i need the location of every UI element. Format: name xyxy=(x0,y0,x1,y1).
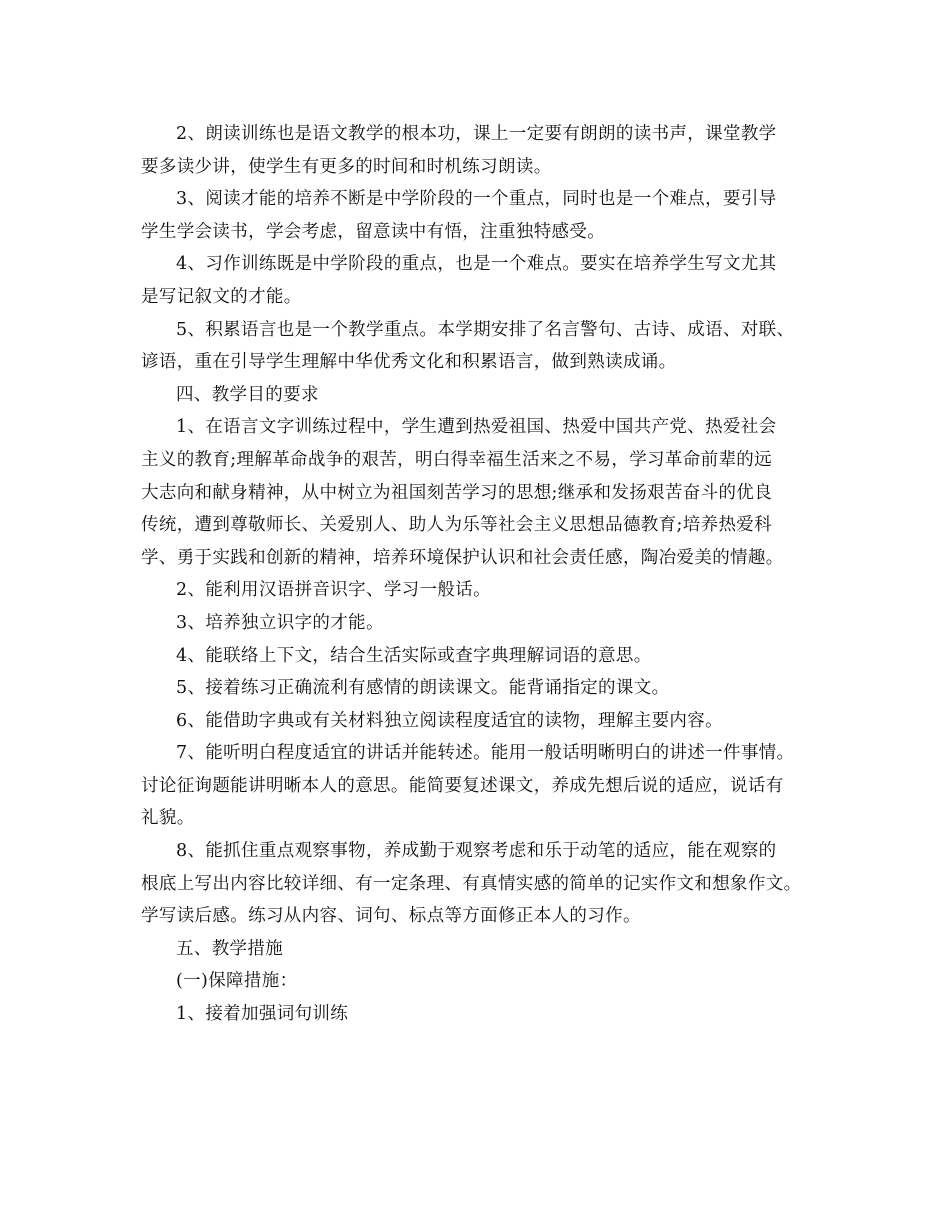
text-line: 4、能联络上下文，结合生活实际或查字典理解词语的意思。 xyxy=(176,645,652,666)
text-line: 学、勇于实践和创新的精神，培养环境保护认识和社会责任感，陶冶爱美的情趣。 xyxy=(141,547,784,568)
text-line: 大志向和献身精神，从中树立为祖国刻苦学习的思想;继承和发扬艰苦奋斗的优良 xyxy=(141,482,772,503)
paragraph xyxy=(141,998,813,1031)
text-line: 谚语，重在引导学生理解中华优秀文化和积累语言，做到熟读成诵。 xyxy=(141,352,677,373)
paragraph xyxy=(141,248,813,313)
text-line: 学写读后感。练习从内容、词句、标点等方面修正本人的习作。 xyxy=(141,906,641,927)
text-line: 传统，遭到尊敬师长、关爱别人、助人为乐等社会主义思想品德教育;培养热爱科 xyxy=(141,515,772,536)
text-line: (一)保障措施： xyxy=(176,971,298,992)
paragraph xyxy=(141,705,813,738)
paragraph xyxy=(141,607,813,640)
paragraph xyxy=(141,379,813,412)
document-page xyxy=(141,118,813,1031)
paragraph xyxy=(141,737,813,835)
text-line: 四、教学目的要求 xyxy=(176,384,319,405)
text-line: 8、能抓住重点观察事物，养成勤于观察考虑和乐于动笔的适应，能在观察的 xyxy=(176,841,777,862)
text-line: 5、积累语言也是一个教学重点。本学期安排了名言警句、古诗、成语、对联、 xyxy=(176,319,795,340)
paragraph xyxy=(141,574,813,607)
text-line: 根底上写出内容比较详细、有一定条理、有真情实感的简单的记实作文和想象作文。 xyxy=(141,873,802,894)
paragraph xyxy=(141,411,813,574)
text-line: 学生学会读书，学会考虑，留意读中有悟，注重独特感受。 xyxy=(141,221,606,242)
text-line: 1、接着加强词句训练 xyxy=(176,1004,349,1025)
paragraph xyxy=(141,965,813,998)
paragraph xyxy=(141,118,813,183)
paragraph xyxy=(141,314,813,379)
paragraph xyxy=(141,835,813,933)
text-line: 5、接着练习正确流利有感情的朗读课文。能背诵指定的课文。 xyxy=(176,678,670,699)
text-line: 主义的教育;理解革命战争的艰苦，明白得幸福生活来之不易，学习革命前辈的远 xyxy=(141,449,772,470)
text-line: 2、能利用汉语拼音识字、学习一般话。 xyxy=(176,580,491,601)
text-line: 6、能借助字典或有关材料独立阅读程度适宜的读物，理解主要内容。 xyxy=(176,710,723,731)
paragraph xyxy=(141,933,813,966)
text-line: 4、习作训练既是中学阶段的重点，也是一个难点。要实在培养学生写文尤其 xyxy=(176,254,777,275)
text-line: 3、阅读才能的培养不断是中学阶段的一个重点，同时也是一个难点，要引导 xyxy=(176,189,777,210)
text-line: 五、教学措施 xyxy=(176,938,284,959)
paragraph xyxy=(141,183,813,248)
paragraph xyxy=(141,640,813,673)
text-line: 7、能听明白程度适宜的讲话并能转述。能用一般话明晰明白的讲述一件事情。 xyxy=(176,743,795,764)
text-line: 礼貌。 xyxy=(141,808,195,829)
text-line: 3、培养独立识字的才能。 xyxy=(176,612,384,633)
text-line: 2、朗读训练也是语文教学的根本功，课上一定要有朗朗的读书声，课堂教学 xyxy=(176,124,777,144)
text-line: 讨论征询题能讲明晰本人的意思。能简要复述课文，养成先想后说的适应，说话有 xyxy=(141,775,784,796)
paragraph xyxy=(141,672,813,705)
text-line: 是写记叙文的才能。 xyxy=(141,286,302,307)
text-line: 要多读少讲，使学生有更多的时间和时机练习朗读。 xyxy=(141,156,552,177)
text-line: 1、在语言文字训练过程中，学生遭到热爱祖国、热爱中国共产党、热爱社会 xyxy=(176,417,777,438)
